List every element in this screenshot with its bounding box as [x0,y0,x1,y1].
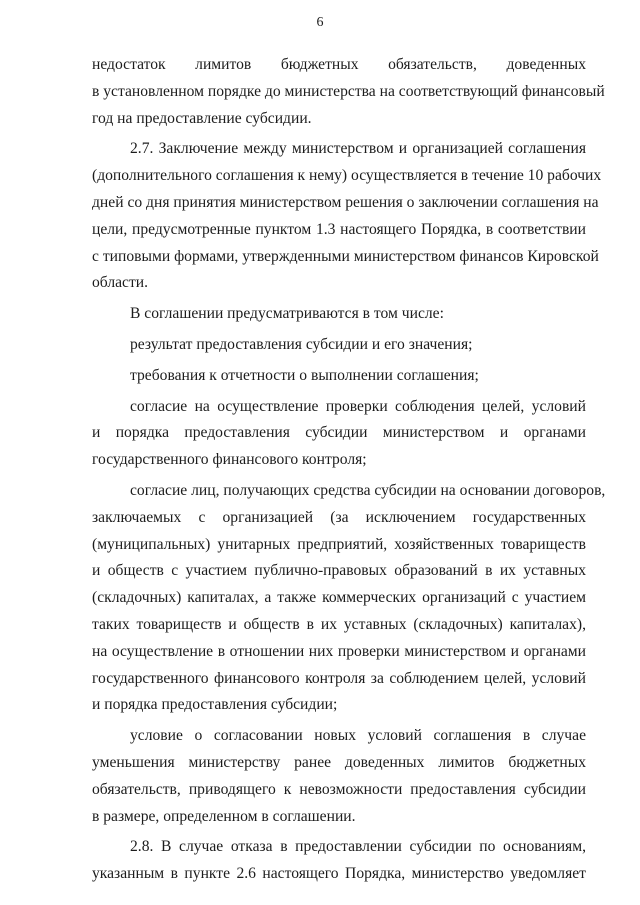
paragraph [92,394,586,474]
text-line: в размере, определенном в соглашении. [92,807,356,825]
paragraph [92,301,586,328]
paragraph [92,834,586,888]
text-line: (муниципальных) унитарных предприятий, хозяйственных товариществ [92,535,586,553]
paragraph [92,332,586,359]
paragraph [92,363,586,390]
paragraph [92,136,602,297]
page-number: 6 [316,15,324,30]
text-line: согласие на осуществление проверки соблюдения целей, условий [130,397,586,415]
text-line: согласие лиц, получающих средства субсидии на основании договоров, [130,481,606,499]
text-line: и порядка предоставления субсидии министерством и органами [92,424,586,442]
text-line: заключаемых с организацией (за исключением государственных [92,508,586,526]
text-line: обязательств, приводящего к невозможности предоставления субсидии [92,780,586,798]
text-line: (складочных) капиталах, а также коммерческих организаций с участием [92,589,586,607]
text-line: условие о согласовании новых условий соглашения в случае [130,727,586,745]
text-line: государственного финансового контроля; [92,451,367,469]
text-line: результат предоставления субсидии и его значения; [130,335,473,353]
text-line: год на предоставление субсидии. [92,109,312,127]
text-line: 2.7. Заключение между министерством и организацией соглашения [130,140,586,158]
text-line: указанным в пункте 2.6 настоящего Порядка, министерство уведомляет [92,865,586,883]
paragraph [92,723,586,830]
text-line: 2.8. В случае отказа в предоставлении субсидии по основаниям, [130,838,586,856]
text-line: и порядка предоставления субсидии; [92,696,338,714]
text-line: государственного финансового контроля за соблюдением целей, условий [92,669,586,687]
text-line: недостаток лимитов бюджетных обязательств, доведенных [92,56,586,73]
text-line: и обществ с участием публично-правовых образований в их уставных [92,562,586,580]
text-line: дней со дня принятия министерством решения о заключении соглашения на [92,193,599,211]
text-line: на осуществление в отношении них проверки министерством и органами [92,642,586,660]
document-body [92,52,606,888]
paragraph [92,478,606,719]
text-line: в установленном порядке до министерства на соответствующий финансовый [92,82,605,100]
text-line: таких товариществ и обществ в их уставных (складочных) капиталах), [92,615,586,633]
text-line: с типовыми формами, утвержденными министерством финансов Кировской [92,247,599,265]
text-line: цели, предусмотренные пунктом 1.3 настоящего Порядка, в соответствии [92,220,586,238]
paragraph [92,52,605,132]
text-line: (дополнительного соглашения к нему) осуществляется в течение 10 рабочих [92,167,602,185]
text-line: области. [92,274,149,292]
text-line: В соглашении предусматриваются в том числе: [130,305,444,323]
text-line: уменьшения министерству ранее доведенных лимитов бюджетных [92,753,586,771]
text-line: требования к отчетности о выполнении соглашения; [130,366,479,384]
